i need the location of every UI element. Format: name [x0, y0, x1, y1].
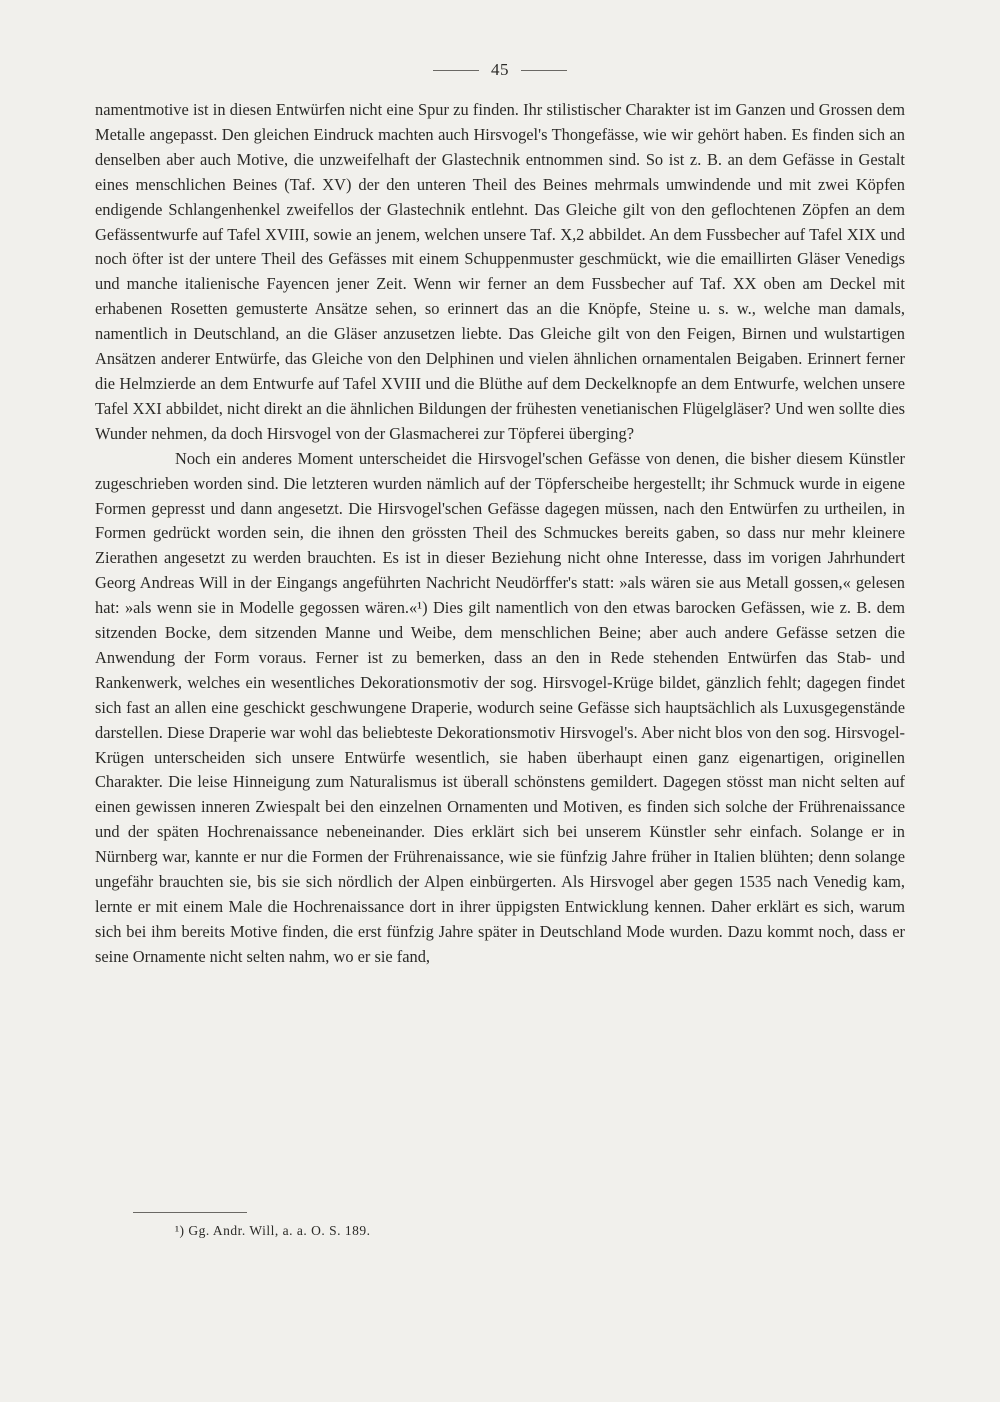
- page-header: [0, 60, 1000, 80]
- page-number: 45: [491, 60, 509, 79]
- footnote: ¹) Gg. Andr. Will, a. a. O. S. 189.: [175, 1223, 371, 1238]
- paragraph-2: Noch ein anderes Moment unterscheidet die Hirsvogel'schen Gefässe von denen, die bisher diesem Künstler zugeschrieben worden sind. Die letzteren wurden nämlich auf der Töpferscheibe hergestellt; ihr Schmuck wurde in eigene Formen gepresst und dann angesetzt. Die Hirsvogel'schen Gefässe dagegen müssen, nach den Entwürfen zu urtheilen, in Formen gedrückt worden sein, die ihnen den grössten Theil des Schmuckes bereits gaben, so dass nur mehr kleinere Zierathen angesetzt zu werden brauchten. Es ist in dieser Beziehung nicht ohne Interesse, dass im vorigen Jahrhundert Georg Andreas Will in der Eingangs angeführten Nachricht Neudörffer's statt: »als wären sie aus Metall gossen,« gelesen hat: »als wenn sie in Modelle gegossen wären.«¹) Dies gilt namentlich von den etwas barocken Gefässen, wie z. B. dem sitzenden Bocke, dem sitzenden Manne und Weibe, dem menschlichen Beine; aber auch andere Gefässe setzen die Anwendung der Form voraus. Ferner ist zu bemerken, dass an den in Rede stehenden Entwürfen das Stab- und Rankenwerk, welches ein wesentliches Dekorationsmotiv der sog. Hirsvogel-Krüge bildet, gänzlich fehlt; dagegen findet sich fast an allen eine geschickt geschwungene Draperie, wodurch seine Gefässe sich hauptsächlich als Luxusgegenstände darstellen. Diese Draperie war wohl das beliebteste Dekorationsmotiv Hirsvogel's. Aber nicht blos von den sog. Hirsvogel-Krügen unterscheiden sich unsere Entwürfe wesentlich, sie haben überhaupt einen ganz eigenartigen, originellen Charakter. Die leise Hinneigung zum Naturalismus ist überall schönstens gemildert. Dagegen stösst man nicht selten auf einen gewissen inneren Zwiespalt bei den einzelnen Ornamenten und Motiven, es finden sich solche der Frührenaissance und der späten Hochrenaissance nebeneinander. Dies erklärt sich bei unserem Künstler sehr einfach. Solange er in Nürnberg war, kannte er nur die Formen der Frührenaissance, wie sie fünfzig Jahre früher in Italien blühten; denn solange ungefähr brauchten sie, bis sie sich nördlich der Alpen einbürgerten. Als Hirsvogel aber gegen 1535 nach Venedig kam, lernte er mit einem Male die Hochrenaissance dort in ihrer üppigsten Entwicklung kennen. Daher erklärt es sich, warum sich bei ihm bereits Motive finden, die erst fünfzig Jahre später in Deutschland Mode wurden. Dazu kommt noch, dass er seine Ornamente nicht selten nahm, wo er sie fand,: [95, 448, 905, 966]
- paragraph-1: namentmotive ist in diesen Entwürfen nicht eine Spur zu finden. Ihr stilistischer Charakter ist im Ganzen und Grossen dem Metalle angepasst. Den gleichen Eindruck machten auch Hirsvogel's Thongefässe, wie wir gehört haben. Es finden sich an denselben aber auch Motive, die unzweifelhaft der Glastechnik entnommen sind. So ist z. B. an dem Gefässe in Gestalt eines menschlichen Beines (Taf. XV) der den unteren Theil des Beines mehrmals umwindende und mit zwei Köpfen endigende Schlangenhenkel zweifellos der Glastechnik entlehnt. Das Gleiche gilt von den geflochtenen Zöpfen an dem Gefässentwurfe auf Tafel XVIII, sowie an jenem, welchen unsere Taf. X,2 abbildet. An dem Fussbecher auf Tafel XIX und noch öfter ist der untere Theil des Gefässes mit einem Schuppenmuster geschmückt, wie die emaillirten Gläser Venedigs und manche italienische Fayencen jener Zeit. Wenn wir ferner an dem Fussbecher auf Taf. XX oben am Deckel mit erhabenen Rosetten gemusterte Ansätze sehen, so erinnert das an die Knöpfe, Steine u. s. w., welche man damals, namentlich in Deutschland, an die Gläser anzusetzen liebte. Das Gleiche gilt von den Feigen, Birnen und wulstartigen Ansätzen anderer Entwürfe, das Gleiche von den Delphinen und vielen ähnlichen ornamentalen Beigaben. Erinnert ferner die Helmzierde an dem Entwurfe auf Tafel XVIII und die Blüthe auf dem Deckelknopfe an dem Entwurfe, welchen unsere Tafel XXI abbildet, nicht direkt an die ähnlichen Bildungen der frühesten venetianischen Flügelgläser? Und wen sollte dies Wunder nehmen, da doch Hirsvogel von der Glasmacherei zur Töpferei überging?: [95, 100, 905, 443]
- header-rule-left: [433, 70, 479, 71]
- body-text: [95, 98, 905, 970]
- footnote-rule: [133, 1212, 247, 1213]
- header-rule-right: [521, 70, 567, 71]
